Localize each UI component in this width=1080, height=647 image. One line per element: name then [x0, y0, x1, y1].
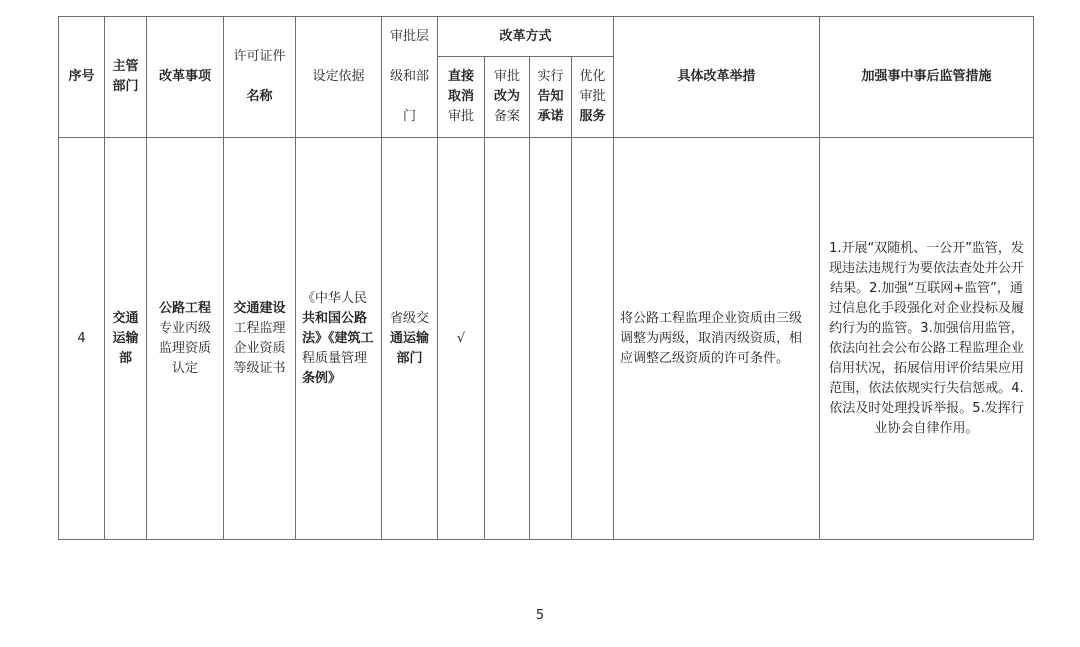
header-basis: 设定依据 [296, 17, 382, 138]
row-optimize-empty [572, 138, 614, 540]
row-measures: 将公路工程监理企业资质由三级 调整为两级，取消丙级资质，相 应调整乙级资质的许可条件。 [614, 138, 820, 540]
page-number: 5 [535, 608, 545, 623]
row-cancel-mark: √ [438, 138, 485, 540]
row-license: 交通建设 工程监理 企业资质 等级证书 [224, 138, 296, 540]
row-dept: 交通 运输 部 [105, 138, 147, 540]
row-level: 省级交 通运输 部门 [382, 138, 438, 540]
mode-optimize: 优化 审批 服务 [572, 57, 614, 138]
mode-filing: 审批 改为 备案 [485, 57, 530, 138]
mode-notify: 实行 告知 承诺 [530, 57, 572, 138]
header-license: 许可证件 名称 [224, 17, 296, 138]
row-notify-empty [530, 138, 572, 540]
row-item: 公路工程 专业丙级 监理资质 认定 [147, 138, 224, 540]
header-dept: 主管 部门 [105, 17, 147, 138]
header-measures: 具体改革举措 [614, 17, 820, 138]
reform-table [58, 16, 1034, 540]
header-level: 审批层 级和部 门 [382, 17, 438, 138]
row-seq: 4 [59, 138, 105, 540]
header-supervision: 加强事中事后监管措施 [820, 17, 1034, 138]
header-seq: 序号 [59, 17, 105, 138]
header-reform-mode: 改革方式 [438, 17, 614, 57]
row-supervision: 1.开展“双随机、一公开”监管，发现违法违规行为要依法查处并公开结果。2.加强“互联网+监管”，通过信息化手段强化对企业投标及履约行为的监管。3.加强信用监管，依法向社会公布公路工程监理企业信用状况，拓展信用评价结果应用范围，依法依规实行失信惩戒。4.依法及时处理投诉举报。5.发挥行业协会自律作用。 [820, 138, 1034, 540]
row-filing-empty [485, 138, 530, 540]
header-item: 改革事项 [147, 17, 224, 138]
row-basis: 《中华人民 共和国公路 法》《建筑工 程质量管理 条例》 [296, 138, 382, 540]
mode-cancel: 直接 取消 审批 [438, 57, 485, 138]
